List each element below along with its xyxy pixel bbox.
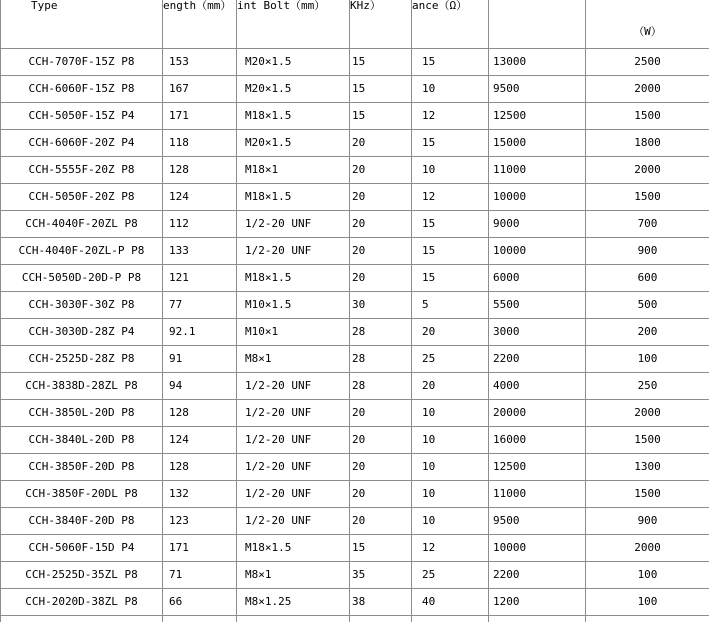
cell-col6: 6000 xyxy=(489,265,586,292)
cell-power: 1500 xyxy=(586,103,709,130)
cell-col6: 10000 xyxy=(489,535,586,562)
cell-type: CCH-4040F-20ZL P8 xyxy=(1,211,163,238)
cell-type: CCH-2525D-28Z P8 xyxy=(1,346,163,373)
cell-resistance: 15 xyxy=(412,211,489,238)
cell-type: CCH-5050D-20D-P P8 xyxy=(1,265,163,292)
cell-type: CCH-6060F-15Z P8 xyxy=(1,76,163,103)
cell-power: 1500 xyxy=(586,184,709,211)
cell-col6: 11000 xyxy=(489,481,586,508)
cell-mount-bolt: 1/2-20 UNF xyxy=(237,454,350,481)
cell-length: 128 xyxy=(163,157,237,184)
cell-type: CCH-3850F-20DL P8 xyxy=(1,481,163,508)
cell-power: 1500 xyxy=(586,481,709,508)
cell-length: 124 xyxy=(163,184,237,211)
table-row xyxy=(1,562,709,589)
cell-mount-bolt: 1/2-20 UNF xyxy=(237,508,350,535)
cell-mount-bolt: M10×1.5 xyxy=(237,292,350,319)
cell-resistance: 15 xyxy=(412,265,489,292)
cell-resistance: 20 xyxy=(412,373,489,400)
cell-power: 2000 xyxy=(586,535,709,562)
table-row xyxy=(1,103,709,130)
cell-frequency: 20 xyxy=(350,265,412,292)
cell-frequency: 30 xyxy=(350,292,412,319)
cell-frequency: 15 xyxy=(350,103,412,130)
cell-col6: 3000 xyxy=(489,319,586,346)
cell-frequency: 35 xyxy=(350,562,412,589)
cell-power: 250 xyxy=(586,373,709,400)
cell-length: 66 xyxy=(163,589,237,616)
cell-mount-bolt: M18×1.5 xyxy=(237,535,350,562)
cell-empty xyxy=(586,616,709,622)
cell-type: CCH-3840F-20D P8 xyxy=(1,508,163,535)
cell-length: 128 xyxy=(163,454,237,481)
table-row xyxy=(1,373,709,400)
cell-col6: 11000 xyxy=(489,157,586,184)
cell-resistance: 15 xyxy=(412,130,489,157)
cell-type: CCH-3030D-28Z P4 xyxy=(1,319,163,346)
table-row xyxy=(1,508,709,535)
cell-frequency: 28 xyxy=(350,373,412,400)
cell-frequency: 20 xyxy=(350,508,412,535)
cell-col6: 16000 xyxy=(489,427,586,454)
header-length: ength（mm） xyxy=(163,0,237,49)
table-row xyxy=(1,427,709,454)
cell-frequency: 20 xyxy=(350,427,412,454)
cell-frequency: 20 xyxy=(350,184,412,211)
cell-frequency: 20 xyxy=(350,157,412,184)
cell-length: 121 xyxy=(163,265,237,292)
cell-power: 900 xyxy=(586,238,709,265)
table-row xyxy=(1,184,709,211)
cell-empty xyxy=(1,616,163,622)
cell-frequency: 20 xyxy=(350,400,412,427)
table-row-partial xyxy=(1,616,709,622)
cell-mount-bolt: M20×1.5 xyxy=(237,49,350,76)
cell-frequency: 28 xyxy=(350,346,412,373)
cell-col6: 20000 xyxy=(489,400,586,427)
cell-frequency: 20 xyxy=(350,454,412,481)
cell-power: 1500 xyxy=(586,427,709,454)
cell-type: CCH-4040F-20ZL-P P8 xyxy=(1,238,163,265)
cell-power: 2000 xyxy=(586,157,709,184)
cell-length: 167 xyxy=(163,76,237,103)
cell-type: CCH-3838D-28ZL P8 xyxy=(1,373,163,400)
cell-col6: 10000 xyxy=(489,238,586,265)
table-row xyxy=(1,211,709,238)
cell-length: 171 xyxy=(163,535,237,562)
cell-col6: 9000 xyxy=(489,211,586,238)
cell-power: 1300 xyxy=(586,454,709,481)
cell-empty xyxy=(237,616,350,622)
cell-frequency: 28 xyxy=(350,319,412,346)
cell-length: 94 xyxy=(163,373,237,400)
cell-col6: 1200 xyxy=(489,589,586,616)
cell-mount-bolt: M20×1.5 xyxy=(237,130,350,157)
cell-col6: 12500 xyxy=(489,454,586,481)
cell-resistance: 10 xyxy=(412,454,489,481)
cell-type: CCH-3850F-20D P8 xyxy=(1,454,163,481)
cell-length: 171 xyxy=(163,103,237,130)
cell-resistance: 10 xyxy=(412,427,489,454)
cell-type: CCH-3030F-30Z P8 xyxy=(1,292,163,319)
cell-length: 123 xyxy=(163,508,237,535)
cell-resistance: 12 xyxy=(412,103,489,130)
cell-power: 200 xyxy=(586,319,709,346)
header-power: （W） xyxy=(586,0,709,49)
cell-power: 900 xyxy=(586,508,709,535)
cell-length: 71 xyxy=(163,562,237,589)
table-row xyxy=(1,535,709,562)
cell-empty xyxy=(489,616,586,622)
cell-length: 153 xyxy=(163,49,237,76)
cell-type: CCH-5555F-20Z P8 xyxy=(1,157,163,184)
cell-type: CCH-5050F-20Z P8 xyxy=(1,184,163,211)
cell-resistance: 5 xyxy=(412,292,489,319)
table-row xyxy=(1,346,709,373)
cell-length: 133 xyxy=(163,238,237,265)
cell-col6: 2200 xyxy=(489,562,586,589)
cell-power: 100 xyxy=(586,562,709,589)
cell-mount-bolt: M8×1 xyxy=(237,346,350,373)
header-resistance: ance（Ω） xyxy=(412,0,489,49)
cell-mount-bolt: M18×1.5 xyxy=(237,265,350,292)
cell-resistance: 20 xyxy=(412,319,489,346)
cell-mount-bolt: 1/2-20 UNF xyxy=(237,238,350,265)
cell-length: 124 xyxy=(163,427,237,454)
cell-mount-bolt: 1/2-20 UNF xyxy=(237,400,350,427)
cell-empty xyxy=(350,616,412,622)
cell-power: 1800 xyxy=(586,130,709,157)
cell-resistance: 10 xyxy=(412,157,489,184)
cell-col6: 5500 xyxy=(489,292,586,319)
table-row xyxy=(1,265,709,292)
cell-col6: 2200 xyxy=(489,346,586,373)
cell-empty xyxy=(163,616,237,622)
cell-type: CCH-3850L-20D P8 xyxy=(1,400,163,427)
cell-resistance: 10 xyxy=(412,481,489,508)
cell-resistance: 10 xyxy=(412,508,489,535)
cell-frequency: 15 xyxy=(350,535,412,562)
table-row xyxy=(1,292,709,319)
cell-type: CCH-7070F-15Z P8 xyxy=(1,49,163,76)
header-frequency: KHz） xyxy=(350,0,412,49)
cell-resistance: 40 xyxy=(412,589,489,616)
cell-resistance: 12 xyxy=(412,535,489,562)
cell-length: 112 xyxy=(163,211,237,238)
header-type: Type xyxy=(1,0,163,49)
cell-power: 700 xyxy=(586,211,709,238)
cell-type: CCH-6060F-20Z P4 xyxy=(1,130,163,157)
cell-frequency: 38 xyxy=(350,589,412,616)
cell-type: CCH-2020D-38ZL P8 xyxy=(1,589,163,616)
cell-type: CCH-5060F-15D P4 xyxy=(1,535,163,562)
cell-frequency: 15 xyxy=(350,49,412,76)
table-row xyxy=(1,400,709,427)
cell-power: 100 xyxy=(586,589,709,616)
cell-resistance: 25 xyxy=(412,346,489,373)
cell-length: 118 xyxy=(163,130,237,157)
cell-type: CCH-5050F-15Z P4 xyxy=(1,103,163,130)
cell-type: CCH-2525D-35ZL P8 xyxy=(1,562,163,589)
cell-mount-bolt: 1/2-20 UNF xyxy=(237,427,350,454)
cell-length: 91 xyxy=(163,346,237,373)
cell-resistance: 10 xyxy=(412,400,489,427)
cell-mount-bolt: 1/2-20 UNF xyxy=(237,481,350,508)
cell-mount-bolt: 1/2-20 UNF xyxy=(237,211,350,238)
header-mount-bolt: int Bolt（mm） xyxy=(237,0,350,49)
cell-mount-bolt: M18×1.5 xyxy=(237,184,350,211)
table-row xyxy=(1,481,709,508)
cell-mount-bolt: M8×1 xyxy=(237,562,350,589)
table-row xyxy=(1,49,709,76)
cell-col6: 9500 xyxy=(489,508,586,535)
cell-frequency: 20 xyxy=(350,130,412,157)
cell-col6: 12500 xyxy=(489,103,586,130)
cell-resistance: 12 xyxy=(412,184,489,211)
cell-col6: 15000 xyxy=(489,130,586,157)
cell-length: 77 xyxy=(163,292,237,319)
cell-frequency: 15 xyxy=(350,76,412,103)
cell-power: 2500 xyxy=(586,49,709,76)
cell-power: 2000 xyxy=(586,400,709,427)
table-row xyxy=(1,238,709,265)
cell-mount-bolt: 1/2-20 UNF xyxy=(237,373,350,400)
cell-col6: 13000 xyxy=(489,49,586,76)
table-row xyxy=(1,130,709,157)
cell-power: 500 xyxy=(586,292,709,319)
cell-mount-bolt: M20×1.5 xyxy=(237,76,350,103)
table-row xyxy=(1,76,709,103)
cell-type: CCH-3840L-20D P8 xyxy=(1,427,163,454)
cell-power: 2000 xyxy=(586,76,709,103)
cell-col6: 4000 xyxy=(489,373,586,400)
cell-resistance: 15 xyxy=(412,49,489,76)
cell-frequency: 20 xyxy=(350,211,412,238)
table-row xyxy=(1,454,709,481)
table-row xyxy=(1,319,709,346)
cell-resistance: 25 xyxy=(412,562,489,589)
cell-col6: 9500 xyxy=(489,76,586,103)
cell-mount-bolt: M8×1.25 xyxy=(237,589,350,616)
cell-mount-bolt: M18×1 xyxy=(237,157,350,184)
cell-length: 132 xyxy=(163,481,237,508)
cell-resistance: 10 xyxy=(412,76,489,103)
cell-mount-bolt: M18×1.5 xyxy=(237,103,350,130)
cell-power: 100 xyxy=(586,346,709,373)
header-row xyxy=(1,0,709,49)
cell-length: 128 xyxy=(163,400,237,427)
table-row xyxy=(1,157,709,184)
cell-frequency: 20 xyxy=(350,481,412,508)
table-row xyxy=(1,589,709,616)
cell-empty xyxy=(412,616,489,622)
cell-resistance: 15 xyxy=(412,238,489,265)
header-col6 xyxy=(489,0,586,49)
cell-power: 600 xyxy=(586,265,709,292)
cell-col6: 10000 xyxy=(489,184,586,211)
cell-length: 92.1 xyxy=(163,319,237,346)
cell-frequency: 20 xyxy=(350,238,412,265)
cell-mount-bolt: M10×1 xyxy=(237,319,350,346)
